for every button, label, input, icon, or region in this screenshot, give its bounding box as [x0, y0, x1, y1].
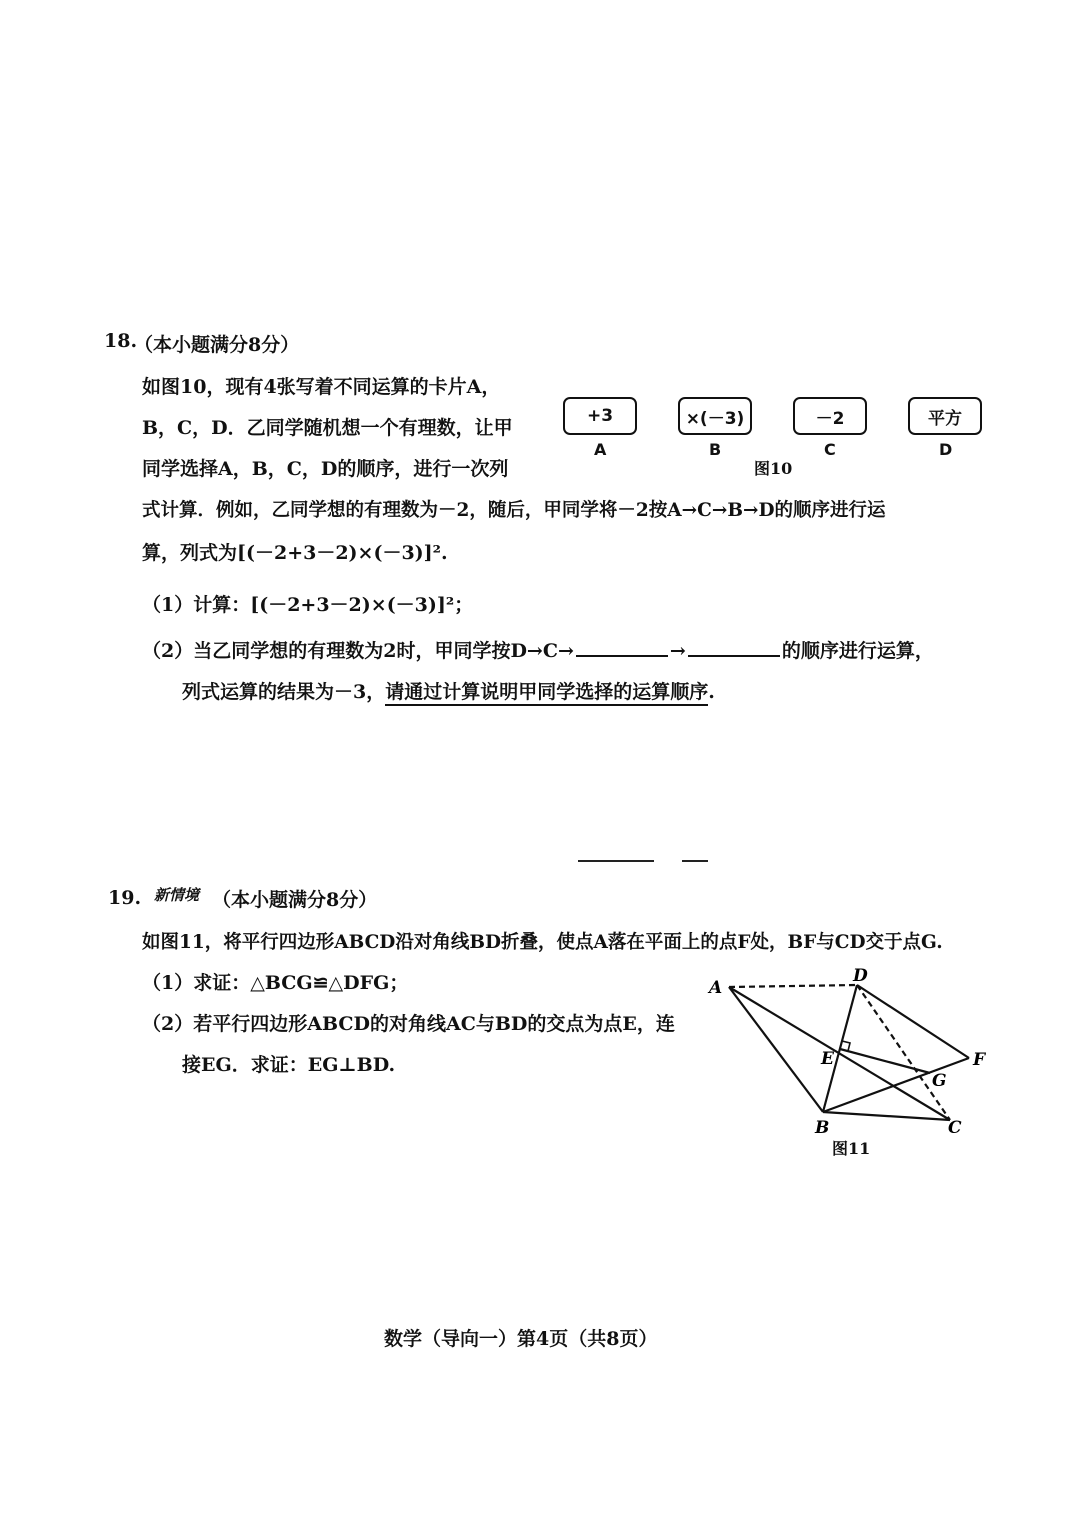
edge-dc-dashed	[857, 985, 950, 1120]
q18-part2-l2-text: 列式运算的结果为－3，	[182, 681, 386, 703]
q18-part2-underlined: 请通过计算说明甲同学选择的运算顺序	[385, 681, 708, 706]
q18-intro-line1: 如图10，现有4张写着不同运算的卡片A，	[142, 376, 501, 398]
q19-number: 19.	[108, 887, 142, 909]
q18-part2-text-a: （2）当乙同学想的有理数为2时，甲同学按D→C→	[142, 640, 574, 662]
card-b-label: B	[709, 440, 722, 459]
q19-header: （本小题满分8分）	[212, 889, 378, 911]
q18-intro-line2: B，C，D．乙同学随机想一个有理数，让甲	[142, 417, 513, 439]
q18-number: 18.	[104, 330, 138, 352]
card-d: 平方	[908, 397, 982, 435]
point-g-label: G	[932, 1071, 947, 1091]
point-b-label: B	[815, 1118, 830, 1138]
card-b: ×(－3)	[678, 397, 752, 435]
card-c: －2	[793, 397, 867, 435]
q18-part2-line1	[142, 636, 934, 663]
q18-part1: （1）计算：[(－2+3－2)×(－3)]²；	[142, 594, 474, 616]
edge-ad-dashed	[729, 985, 857, 987]
point-c-label: C	[948, 1118, 962, 1138]
card-d-label: D	[939, 440, 953, 459]
edge-bc	[823, 1112, 950, 1120]
answer-blank-1[interactable]	[576, 639, 668, 657]
scan-mark-1	[578, 860, 654, 862]
q19-tag: 新情境	[154, 886, 200, 904]
q19-intro: 如图11，将平行四边形ABCD沿对角线BD折叠，使点A落在平面上的点F处，BF与CD交于点G.	[142, 932, 943, 953]
card-c-label: C	[824, 440, 836, 459]
figure10-caption: 图10	[754, 459, 793, 478]
edge-ab	[729, 987, 823, 1112]
q18-part2-text-b: 的顺序进行运算，	[781, 640, 934, 662]
point-a-label: A	[709, 978, 723, 998]
q19-part2-line2: 接EG．求证：EG⊥BD.	[182, 1054, 396, 1076]
edge-df	[857, 985, 969, 1058]
point-f-label: F	[973, 1050, 986, 1070]
card-a: +3	[563, 397, 637, 435]
q18-intro-line3: 同学选择A，B，C，D的顺序，进行一次列	[142, 458, 509, 480]
edge-ac	[729, 987, 950, 1120]
q19-part1: （1）求证：△BCG≌△DFG；	[142, 972, 409, 994]
figure11-diagram	[705, 965, 995, 1145]
card-a-label: A	[594, 440, 607, 459]
scan-mark-2	[682, 860, 708, 862]
q18-part2-arrow: →	[669, 640, 686, 662]
point-e-label: E	[821, 1049, 834, 1069]
q19-part2-line1: （2）若平行四边形ABCD的对角线AC与BD的交点为点E，连	[142, 1013, 675, 1035]
figure11-caption: 图11	[832, 1139, 871, 1158]
q18-intro-line4: 式计算．例如，乙同学想的有理数为－2，随后，甲同学将－2按A→C→B→D的顺序进行运	[142, 500, 886, 521]
q18-header: （本小题满分8分）	[134, 334, 300, 356]
edge-bf	[823, 1058, 969, 1112]
answer-blank-2[interactable]	[688, 639, 780, 657]
q18-part2-end: .	[708, 681, 715, 703]
q18-part2-line2	[182, 677, 715, 704]
point-d-label: D	[853, 966, 868, 986]
page-footer: 数学（导向一）第4页（共8页）	[384, 1328, 658, 1350]
q18-intro-line5: 算，列式为[(－2+3－2)×(－3)]².	[142, 542, 448, 564]
